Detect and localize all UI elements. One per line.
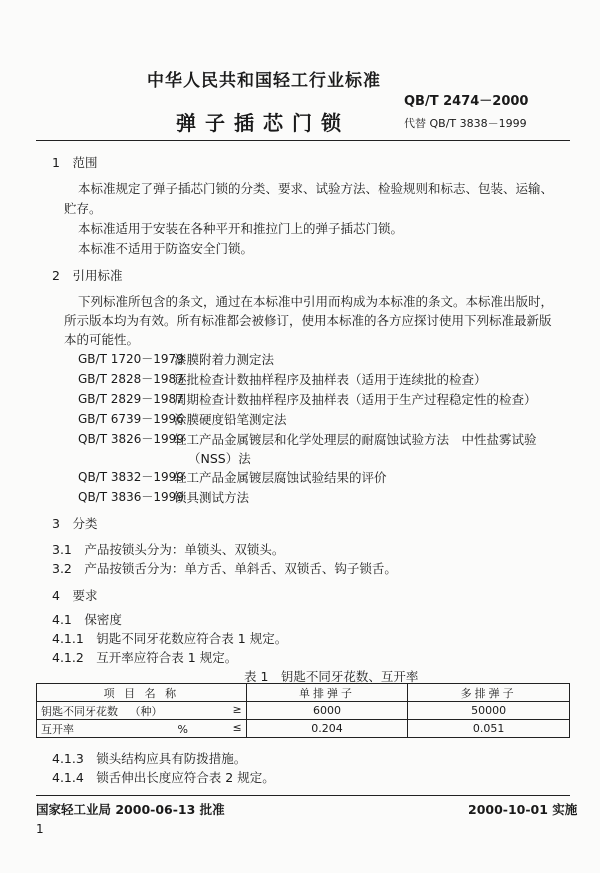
clause-3-2: 3.2 产品按锁舌分为：单方舌、单斜舌、双锁舌、钩子锁舌。 [52, 561, 397, 576]
section-2-para-a: 下列标准所包含的条文，通过在本标准中引用而构成为本标准的条文。本标准出版时， [78, 294, 554, 309]
reference-code: GB/T 6739－1996 [78, 412, 184, 426]
row-name: 互开率 [41, 722, 74, 736]
reference-title: 涂膜硬度铅笔测定法 [174, 412, 287, 427]
table-cell-multi: 0.051 [408, 720, 570, 738]
section-4-heading: 4 要求 [52, 588, 98, 603]
section-1-para-2: 本标准适用于安装在各种平开和推拉门上的弹子插芯门锁。 [78, 221, 404, 236]
reference-title-continued: （NSS）法 [188, 451, 251, 466]
row-operator: ≥ [232, 702, 242, 716]
table-cell-multi: 50000 [408, 702, 570, 720]
table-1 [36, 683, 570, 738]
reference-title: 漆膜附着力测定法 [174, 352, 275, 367]
reference-code: QB/T 3832－1999 [78, 470, 184, 484]
table-row [37, 720, 570, 738]
clause-4-1-4: 4.1.4 锁舌伸出长度应符合表 2 规定。 [52, 770, 275, 785]
table-header-item: 项 目 名 称 [37, 684, 247, 702]
section-1-heading: 1 范围 [52, 155, 98, 170]
section-1-para-1a: 本标准规定了弹子插芯门锁的分类、要求、试验方法、检验规则和标志、包装、运输、 [78, 181, 554, 196]
table-1-caption: 表 1 钥匙不同牙花数、互开率 [244, 669, 419, 684]
clause-3-1: 3.1 产品按锁头分为：单锁头、双锁头。 [52, 542, 285, 557]
reference-code: GB/T 1720－1979 [78, 352, 184, 366]
replaces-standard: 代替 QB/T 3838－1999 [404, 117, 527, 130]
clause-4-1-1: 4.1.1 钥匙不同牙花数应符合表 1 规定。 [52, 631, 288, 646]
table-header-multi: 多排弹子 [408, 684, 570, 702]
row-unit: （种） [129, 704, 163, 718]
effective-date: 2000-10-01 实施 [468, 802, 578, 817]
section-2-para-c: 本的可能性。 [64, 332, 140, 347]
reference-title: 锁具测试方法 [174, 490, 250, 505]
reference-title: 轻工产品金属镀层和化学处理层的耐腐蚀试验方法 中性盐雾试验 [174, 432, 537, 447]
table-header-row [37, 684, 570, 702]
row-operator: ≤ [232, 720, 242, 734]
standard-number: QB/T 2474－2000 [404, 94, 529, 109]
section-2-para-b: 所示版本均为有效。所有标准都会被修订，使用本标准的各方应探讨使用下列标准最新版 [64, 313, 552, 328]
footer-rule [36, 795, 570, 796]
table-header-single: 单排弹子 [246, 684, 408, 702]
issuing-authority: 中华人民共和国轻工行业标准 [147, 71, 381, 91]
section-1-para-1b: 贮存。 [64, 201, 102, 216]
reference-code: QB/T 3836－1999 [78, 490, 184, 504]
page-number: 1 [36, 822, 44, 836]
approval-line: 国家轻工业局 2000-06-13 批准 [36, 802, 225, 817]
table-cell-item [37, 720, 247, 738]
clause-4-1: 4.1 保密度 [52, 612, 122, 627]
row-unit: % [177, 722, 188, 736]
section-3-heading: 3 分类 [52, 516, 98, 531]
document-title: 弹子插芯门锁 [176, 111, 350, 135]
clause-4-1-2: 4.1.2 互开率应符合表 1 规定。 [52, 650, 238, 665]
reference-title: 逐批检查计数抽样程序及抽样表（适用于连续批的检查） [174, 372, 487, 387]
header-rule [36, 140, 570, 141]
table-cell-item [37, 702, 247, 720]
table-cell-single: 6000 [246, 702, 408, 720]
reference-code: QB/T 3826－1999 [78, 432, 184, 446]
table-cell-single: 0.204 [246, 720, 408, 738]
reference-title: 轻工产品金属镀层腐蚀试验结果的评价 [174, 470, 387, 485]
section-1-para-3: 本标准不适用于防盗安全门锁。 [78, 241, 254, 256]
row-name: 钥匙不同牙花数 [41, 704, 118, 718]
reference-title: 周期检查计数抽样程序及抽样表（适用于生产过程稳定性的检查） [174, 392, 537, 407]
clause-4-1-3: 4.1.3 锁头结构应具有防拨措施。 [52, 751, 247, 766]
table-row [37, 702, 570, 720]
section-2-heading: 2 引用标准 [52, 268, 123, 283]
reference-code: GB/T 2829－1987 [78, 392, 184, 406]
reference-code: GB/T 2828－1987 [78, 372, 184, 386]
